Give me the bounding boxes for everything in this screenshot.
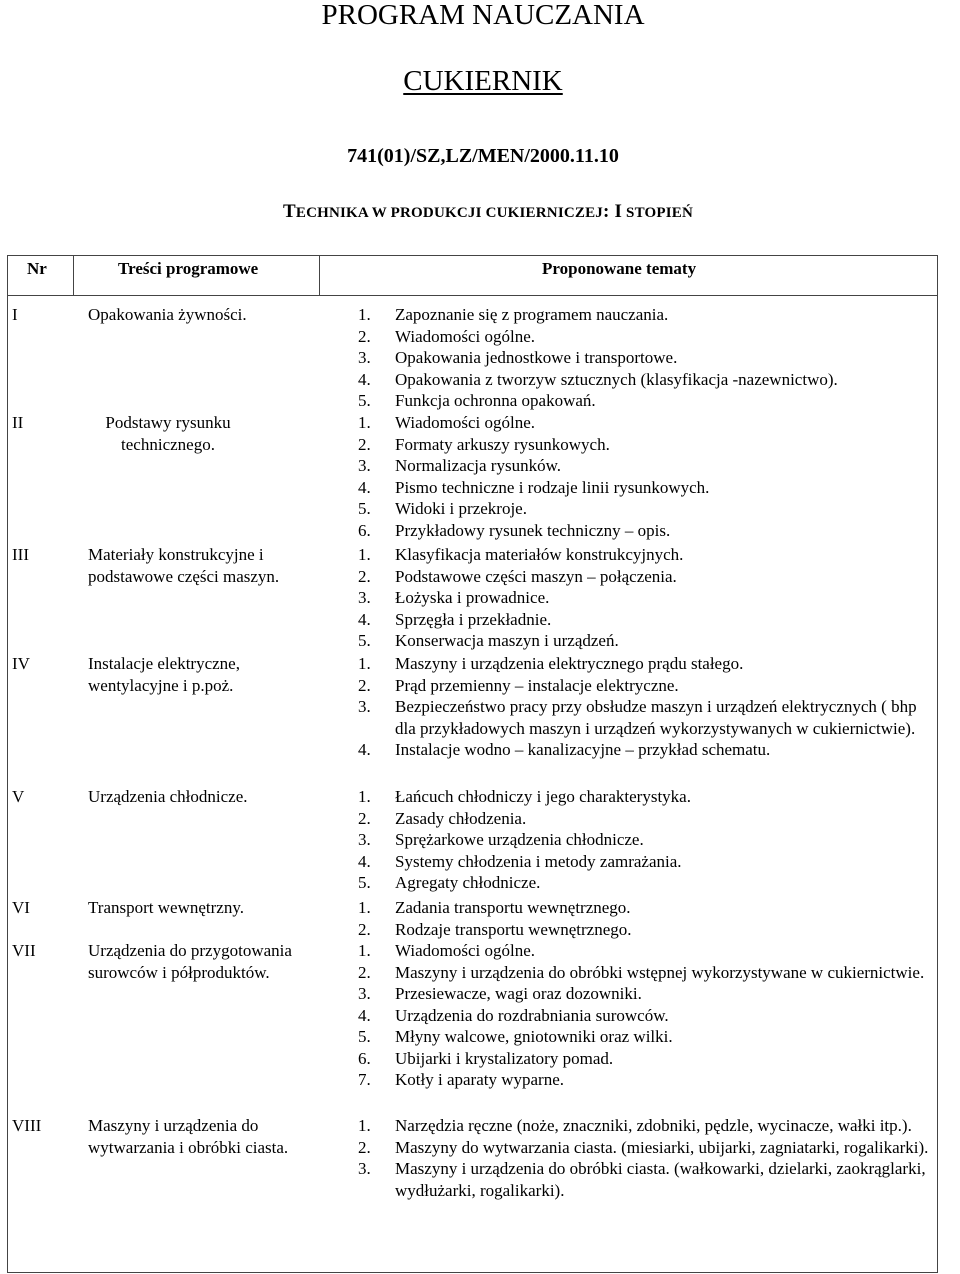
topic-item	[358, 1005, 933, 1027]
topic-item	[358, 808, 933, 830]
topic-text: Zasady chłodzenia.	[395, 808, 527, 828]
topic-item	[358, 304, 933, 326]
topic-number: 1.	[358, 898, 371, 917]
table-header-divider	[7, 295, 938, 296]
row-content: Maszyny i urządzenia do wytwarzania i obróbki ciasta.	[88, 1116, 289, 1157]
topic-item	[358, 326, 933, 348]
topic-list	[358, 897, 933, 940]
topic-number: 7.	[358, 1070, 371, 1089]
topic-number: 3.	[358, 984, 371, 1003]
topic-text: Rodzaje transportu wewnętrznego.	[395, 919, 632, 939]
topic-number: 2.	[358, 675, 371, 695]
topic-text: Urządzenia do rozdrabniania surowców.	[395, 1005, 669, 1025]
topic-number: 2.	[358, 962, 371, 982]
topic-item	[358, 739, 933, 761]
topic-item	[358, 369, 933, 391]
topic-item	[358, 786, 933, 808]
topic-text: Instalacje wodno – kanalizacyjne – przykład schematu.	[395, 740, 771, 759]
topic-text: Prąd przemienny – instalacje elektryczne.	[395, 675, 679, 695]
topic-list	[358, 653, 933, 761]
header-column-divider	[319, 255, 320, 295]
document-title: PROGRAM NAUCZANIA	[321, 0, 645, 31]
topic-item	[358, 675, 933, 697]
topic-item	[358, 1069, 933, 1091]
topic-number: 1.	[358, 413, 371, 432]
topic-text: Łożyska i prowadnice.	[395, 588, 550, 607]
topic-item	[358, 829, 933, 851]
topic-text: Łańcuch chłodniczy i jego charakterystyka.	[395, 787, 691, 806]
topic-text: Normalizacja rysunków.	[395, 456, 562, 475]
subtitle-part: STOPIEŃ	[622, 205, 694, 221]
topic-number: 6.	[358, 520, 371, 540]
topic-number: 1.	[358, 305, 371, 324]
topic-number: 1.	[358, 1116, 371, 1135]
topic-text: Podstawowe części maszyn – połączenia.	[395, 566, 677, 586]
topic-number: 4.	[358, 609, 371, 629]
row-content: Materiały konstrukcyjne i podstawowe części maszyn.	[88, 545, 280, 586]
topic-list	[358, 786, 933, 894]
profession-title: CUKIERNIK	[403, 65, 563, 97]
subtitle-part: ECHNIKA W PRODUKCJI CUKIERNICZEJ	[295, 205, 603, 221]
topic-item	[358, 587, 933, 609]
topic-text: Formaty arkuszy rysunkowych.	[395, 434, 610, 454]
topic-item	[358, 1048, 933, 1070]
topic-item	[358, 940, 933, 962]
column-header-topics: Proponowane tematy	[542, 259, 697, 278]
column-header-content: Treści programowe	[118, 259, 259, 278]
topic-number: 2.	[358, 326, 371, 346]
topic-text: Maszyny i urządzenia do obróbki ciasta. (wałkowarki, dzielarki, zaokrąglarki, wydłużarki, rogalikarki).	[395, 1159, 926, 1200]
subtitle-part: T	[282, 201, 296, 222]
row-content: Opakowania żywności.	[88, 305, 247, 324]
topic-number: 2.	[358, 1137, 371, 1157]
topic-number: 1.	[358, 787, 371, 806]
topic-text: Opakowania jednostkowe i transportowe.	[395, 348, 678, 367]
topic-text: Klasyfikacja materiałów konstrukcyjnych.	[395, 545, 684, 564]
subtitle-part: : I	[603, 201, 623, 222]
topic-item	[358, 1026, 933, 1048]
row-number: V	[12, 787, 25, 806]
topic-item	[358, 962, 933, 984]
topic-text: Maszyny i urządzenia elektrycznego prądu stałego.	[395, 654, 744, 673]
row-number: II	[12, 413, 24, 432]
topic-text: Sprzęgła i przekładnie.	[395, 609, 552, 629]
topic-text: Wiadomości ogólne.	[395, 941, 536, 960]
topic-number: 1.	[358, 941, 371, 960]
topic-text: Opakowania z tworzyw sztucznych (klasyfikacja -nazewnictwo).	[395, 369, 838, 389]
topic-item	[358, 544, 933, 566]
topic-text: Widoki i przekroje.	[395, 499, 527, 518]
topic-item	[358, 872, 933, 894]
topic-item	[358, 477, 933, 499]
row-number: IV	[12, 654, 30, 673]
topic-item	[358, 1158, 933, 1201]
topic-text: Zapoznanie się z programem nauczania.	[395, 305, 669, 324]
topic-number: 4.	[358, 1005, 371, 1025]
row-number: VIII	[12, 1116, 42, 1135]
topic-item	[358, 696, 933, 739]
topic-text: Systemy chłodzenia i metody zamrażania.	[395, 851, 682, 871]
topic-text: Maszyny i urządzenia do obróbki wstępnej wykorzystywane w cukiernictwie.	[395, 962, 925, 982]
row-content: Instalacje elektryczne, wentylacyjne i p.poż.	[88, 654, 240, 695]
topic-text: Wiadomości ogólne.	[395, 413, 536, 432]
topic-number: 2.	[358, 566, 371, 586]
topic-list	[358, 304, 933, 412]
row-number: VII	[12, 941, 36, 960]
topic-text: Wiadomości ogólne.	[395, 326, 536, 346]
topic-text: Bezpieczeństwo pracy przy obsłudze maszyn i urządzeń elektrycznych ( bhp dla przykładowych maszyn i urządzeń wykorzystywanych w cukiernictwie).	[395, 697, 917, 738]
topic-list	[358, 412, 933, 541]
topic-item	[358, 630, 933, 652]
topic-text: Funkcja ochronna opakowań.	[395, 391, 596, 410]
topic-item	[358, 455, 933, 477]
topic-item	[358, 653, 933, 675]
topic-number: 3.	[358, 588, 371, 607]
topic-text: Zadania transportu wewnętrznego.	[395, 898, 631, 917]
topic-number: 4.	[358, 851, 371, 871]
topic-item	[358, 434, 933, 456]
topic-number: 3.	[358, 456, 371, 475]
topic-number: 2.	[358, 434, 371, 454]
topic-number: 1.	[358, 545, 371, 564]
topic-list	[358, 940, 933, 1091]
row-content: Transport wewnętrzny.	[88, 898, 244, 917]
topic-number: 5.	[358, 873, 371, 892]
topic-number: 2.	[358, 808, 371, 828]
topic-number: 3.	[358, 348, 371, 367]
topic-item	[358, 851, 933, 873]
topic-item	[358, 412, 933, 434]
topic-text: Agregaty chłodnicze.	[395, 873, 541, 892]
topic-text: Konserwacja maszyn i urządzeń.	[395, 631, 619, 650]
topic-number: 3.	[358, 830, 371, 849]
topic-number: 4.	[358, 369, 371, 389]
topic-item	[358, 347, 933, 369]
row-content: Urządzenia chłodnicze.	[88, 787, 248, 806]
subject-subtitle	[0, 200, 960, 225]
topic-item	[358, 1115, 933, 1137]
topic-text: Narzędzia ręczne (noże, znaczniki, zdobniki, pędzle, wycinacze, wałki itp.).	[395, 1116, 912, 1135]
row-number: III	[12, 545, 29, 564]
topic-number: 5.	[358, 499, 371, 518]
topic-number: 5.	[358, 631, 371, 650]
topic-item	[358, 498, 933, 520]
row-number: I	[12, 305, 18, 324]
topic-text: Ubijarki i krystalizatory pomad.	[395, 1048, 614, 1068]
row-content: Podstawy rysunku technicznego.	[105, 413, 231, 454]
topic-item	[358, 566, 933, 588]
topic-text: Przesiewacze, wagi oraz dozowniki.	[395, 984, 642, 1003]
topic-text: Przykładowy rysunek techniczny – opis.	[395, 520, 671, 540]
topic-item	[358, 390, 933, 412]
topic-number: 3.	[358, 1159, 371, 1178]
topic-text: Maszyny do wytwarzania ciasta. (miesiarki, ubijarki, zagniatarki, rogalikarki).	[395, 1137, 929, 1157]
topic-text: Sprężarkowe urządzenia chłodnicze.	[395, 830, 644, 849]
topic-number: 1.	[358, 654, 371, 673]
topic-list	[358, 544, 933, 652]
header-column-divider	[73, 255, 74, 295]
topic-number: 5.	[358, 391, 371, 410]
topic-item	[358, 520, 933, 542]
topic-number: 6.	[358, 1048, 371, 1068]
row-content: Urządzenia do przygotowania surowców i półproduktów.	[88, 941, 292, 982]
topic-number: 5.	[358, 1027, 371, 1046]
program-code: 741(01)/SZ,LZ/MEN/2000.11.10	[347, 145, 619, 167]
topic-number: 4.	[358, 477, 371, 497]
topic-list	[358, 1115, 933, 1201]
topic-item	[358, 1137, 933, 1159]
row-number: VI	[12, 898, 30, 917]
topic-text: Pismo techniczne i rodzaje linii rysunkowych.	[395, 477, 710, 497]
topic-item	[358, 919, 933, 941]
topic-item	[358, 983, 933, 1005]
topic-text: Kotły i aparaty wyparne.	[395, 1070, 564, 1089]
topic-number: 4.	[358, 740, 371, 759]
topic-number: 2.	[358, 919, 371, 939]
topic-text: Młyny walcowe, gniotowniki oraz wilki.	[395, 1027, 673, 1046]
column-header-nr: Nr	[27, 259, 47, 278]
topic-item	[358, 897, 933, 919]
topic-item	[358, 609, 933, 631]
topic-number: 3.	[358, 697, 371, 716]
